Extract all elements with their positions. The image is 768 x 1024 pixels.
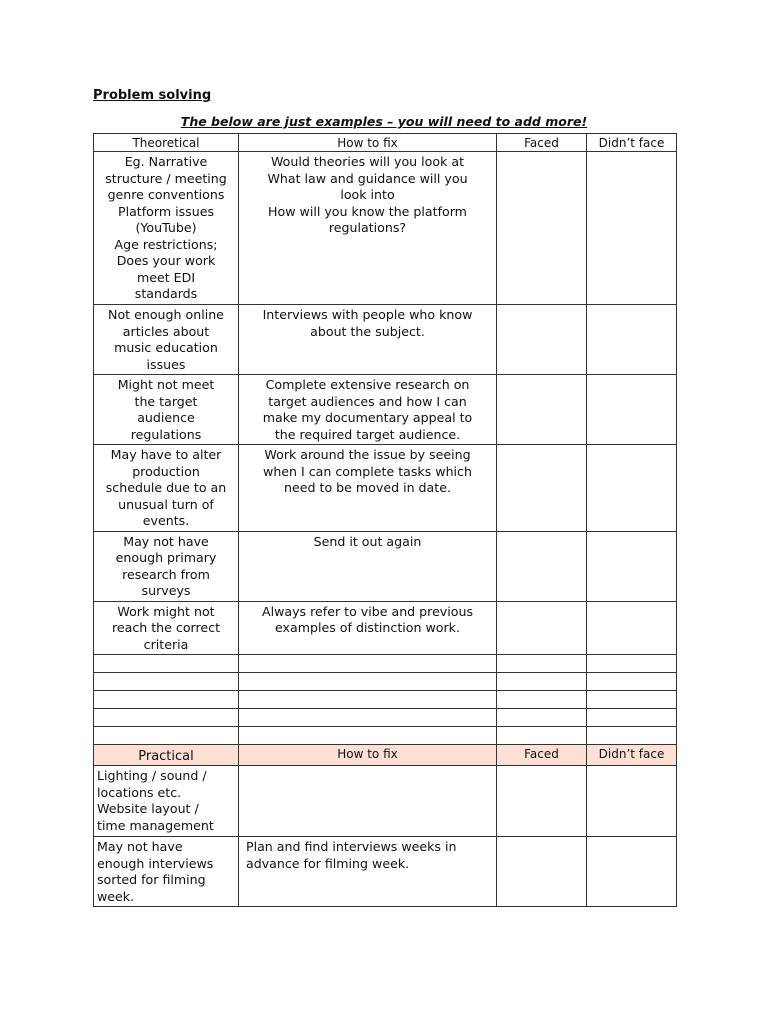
cell-line: schedule due to an bbox=[105, 480, 227, 495]
cell-line: May have to alter bbox=[110, 447, 222, 462]
empty-cell[interactable] bbox=[239, 655, 497, 673]
cell-line: Does your work bbox=[116, 253, 216, 268]
problem-solving-table bbox=[93, 133, 677, 907]
cell-line: May not have bbox=[123, 533, 209, 549]
cell-line: audience bbox=[137, 410, 195, 425]
cell-line: articles about bbox=[122, 323, 210, 339]
problem-cell bbox=[94, 445, 239, 532]
how-to-fix-cell bbox=[239, 305, 497, 375]
cell-line: Send it out again bbox=[313, 533, 422, 549]
empty-cell[interactable] bbox=[497, 727, 587, 745]
empty-row bbox=[94, 673, 677, 691]
theoretical-header-problem: Theoretical bbox=[94, 134, 239, 152]
faced-checkbox-cell[interactable] bbox=[497, 766, 587, 837]
cell-line: standards bbox=[134, 286, 198, 301]
cell-line: Plan and find interviews weeks in bbox=[246, 839, 457, 854]
problem-cell bbox=[94, 152, 239, 305]
cell-line: research from bbox=[122, 566, 210, 582]
cell-line: examples of distinction work. bbox=[275, 620, 460, 635]
cell-line: events. bbox=[142, 513, 190, 528]
cell-line: need to be moved in date. bbox=[284, 480, 451, 495]
cell-line: regulations bbox=[130, 426, 202, 442]
cell-line: genre conventions bbox=[107, 187, 225, 202]
practical-header-didnt-face: Didn’t face bbox=[587, 745, 677, 766]
theoretical-header-didnt-face: Didn’t face bbox=[587, 134, 677, 152]
faced-checkbox-cell[interactable] bbox=[497, 152, 587, 305]
theoretical-header-faced: Faced bbox=[497, 134, 587, 152]
empty-cell[interactable] bbox=[497, 709, 587, 727]
cell-line: Not enough online bbox=[108, 307, 224, 322]
theoretical-header-how-to-fix: How to fix bbox=[239, 134, 497, 152]
empty-cell[interactable] bbox=[239, 673, 497, 691]
empty-cell[interactable] bbox=[94, 691, 239, 709]
theoretical-header-row bbox=[94, 134, 677, 152]
empty-cell[interactable] bbox=[587, 673, 677, 691]
cell-line: Eg. Narrative bbox=[124, 154, 208, 169]
didnt-face-checkbox-cell[interactable] bbox=[587, 305, 677, 375]
cell-line: production bbox=[132, 463, 200, 479]
empty-cell[interactable] bbox=[497, 691, 587, 709]
cell-line: Would theories will you look at bbox=[270, 154, 465, 169]
faced-checkbox-cell[interactable] bbox=[497, 531, 587, 601]
cell-line: Work around the issue by seeing bbox=[264, 447, 471, 462]
table-row bbox=[94, 152, 677, 305]
cell-line: about the subject. bbox=[310, 323, 425, 339]
empty-row bbox=[94, 691, 677, 709]
table-row bbox=[94, 375, 677, 445]
cell-line: Website layout / bbox=[97, 801, 199, 816]
cell-line: Might not meet bbox=[117, 377, 215, 392]
practical-header-how-to-fix: How to fix bbox=[239, 745, 497, 766]
cell-line: regulations? bbox=[328, 220, 407, 235]
problem-cell bbox=[94, 531, 239, 601]
cell-line: Work might not bbox=[117, 603, 215, 619]
faced-checkbox-cell[interactable] bbox=[497, 375, 587, 445]
empty-cell[interactable] bbox=[94, 709, 239, 727]
cell-line: surveys bbox=[141, 583, 191, 598]
cell-line: enough primary bbox=[115, 550, 217, 565]
empty-cell[interactable] bbox=[94, 727, 239, 745]
how-to-fix-cell bbox=[239, 531, 497, 601]
table-row bbox=[94, 601, 677, 655]
cell-line: advance for filming week. bbox=[246, 855, 410, 871]
table-row bbox=[94, 445, 677, 532]
how-to-fix-cell bbox=[239, 837, 497, 907]
cell-line: the required target audience. bbox=[274, 426, 461, 442]
cell-line: Interviews with people who know bbox=[262, 307, 473, 322]
cell-line: Lighting / sound / bbox=[97, 768, 207, 783]
didnt-face-checkbox-cell[interactable] bbox=[587, 601, 677, 655]
cell-line: the target bbox=[134, 393, 198, 409]
empty-cell[interactable] bbox=[497, 655, 587, 673]
cell-line: Complete extensive research on bbox=[265, 377, 470, 392]
page-subtitle: The below are just examples – you will need to add more! bbox=[180, 114, 588, 129]
table-row bbox=[94, 837, 677, 907]
problem-cell bbox=[94, 837, 239, 907]
problem-cell bbox=[94, 601, 239, 655]
cell-line: structure / meeting bbox=[105, 170, 227, 186]
didnt-face-checkbox-cell[interactable] bbox=[587, 531, 677, 601]
page-title: Problem solving bbox=[93, 88, 212, 103]
cell-line: enough interviews bbox=[97, 855, 214, 871]
practical-header-faced: Faced bbox=[497, 745, 587, 766]
how-to-fix-cell bbox=[239, 766, 497, 837]
didnt-face-checkbox-cell[interactable] bbox=[587, 375, 677, 445]
cell-line: unusual turn of bbox=[118, 496, 214, 512]
cell-line: sorted for filming bbox=[97, 872, 206, 887]
table-row bbox=[94, 531, 677, 601]
cell-line: meet EDI bbox=[136, 269, 196, 285]
cell-line: Platform issues bbox=[117, 203, 215, 219]
faced-checkbox-cell[interactable] bbox=[497, 305, 587, 375]
how-to-fix-cell bbox=[239, 375, 497, 445]
didnt-face-checkbox-cell[interactable] bbox=[587, 766, 677, 837]
cell-line: make my documentary appeal to bbox=[262, 410, 473, 425]
empty-cell[interactable] bbox=[239, 691, 497, 709]
faced-checkbox-cell[interactable] bbox=[497, 445, 587, 532]
faced-checkbox-cell[interactable] bbox=[497, 601, 587, 655]
cell-line: reach the correct bbox=[111, 620, 221, 635]
cell-line: target audiences and how I can bbox=[268, 393, 467, 409]
cell-line: (YouTube) bbox=[135, 220, 197, 235]
didnt-face-checkbox-cell[interactable] bbox=[587, 445, 677, 532]
empty-row bbox=[94, 709, 677, 727]
faced-checkbox-cell[interactable] bbox=[497, 837, 587, 907]
didnt-face-checkbox-cell[interactable] bbox=[587, 152, 677, 305]
empty-row bbox=[94, 655, 677, 673]
cell-line: Age restrictions; bbox=[114, 236, 218, 252]
empty-row bbox=[94, 727, 677, 745]
practical-header-row bbox=[94, 745, 677, 766]
cell-line: What law and guidance will you bbox=[267, 170, 468, 186]
empty-cell[interactable] bbox=[94, 673, 239, 691]
problem-cell bbox=[94, 305, 239, 375]
how-to-fix-cell bbox=[239, 445, 497, 532]
cell-line: time management bbox=[97, 817, 214, 833]
empty-cell[interactable] bbox=[587, 655, 677, 673]
cell-line: when I can complete tasks which bbox=[263, 463, 472, 479]
cell-line: week. bbox=[97, 888, 135, 904]
empty-cell[interactable] bbox=[587, 691, 677, 709]
practical-header-problem: Practical bbox=[94, 745, 239, 766]
empty-cell[interactable] bbox=[587, 727, 677, 745]
cell-line: locations etc. bbox=[97, 784, 182, 800]
how-to-fix-cell bbox=[239, 152, 497, 305]
cell-line: May not have bbox=[97, 839, 183, 854]
table-row bbox=[94, 305, 677, 375]
cell-line: look into bbox=[340, 187, 395, 202]
cell-line: music education bbox=[114, 340, 218, 355]
cell-line: criteria bbox=[143, 636, 189, 652]
cell-line: Always refer to vibe and previous bbox=[261, 603, 474, 619]
cell-line: issues bbox=[146, 356, 186, 372]
cell-line: How will you know the platform bbox=[268, 203, 467, 219]
empty-cell[interactable] bbox=[239, 727, 497, 745]
didnt-face-checkbox-cell[interactable] bbox=[587, 837, 677, 907]
empty-cell[interactable] bbox=[239, 709, 497, 727]
table-row bbox=[94, 766, 677, 837]
problem-cell bbox=[94, 766, 239, 837]
empty-cell[interactable] bbox=[497, 673, 587, 691]
problem-cell bbox=[94, 375, 239, 445]
how-to-fix-cell bbox=[239, 601, 497, 655]
empty-cell[interactable] bbox=[587, 709, 677, 727]
empty-cell[interactable] bbox=[94, 655, 239, 673]
